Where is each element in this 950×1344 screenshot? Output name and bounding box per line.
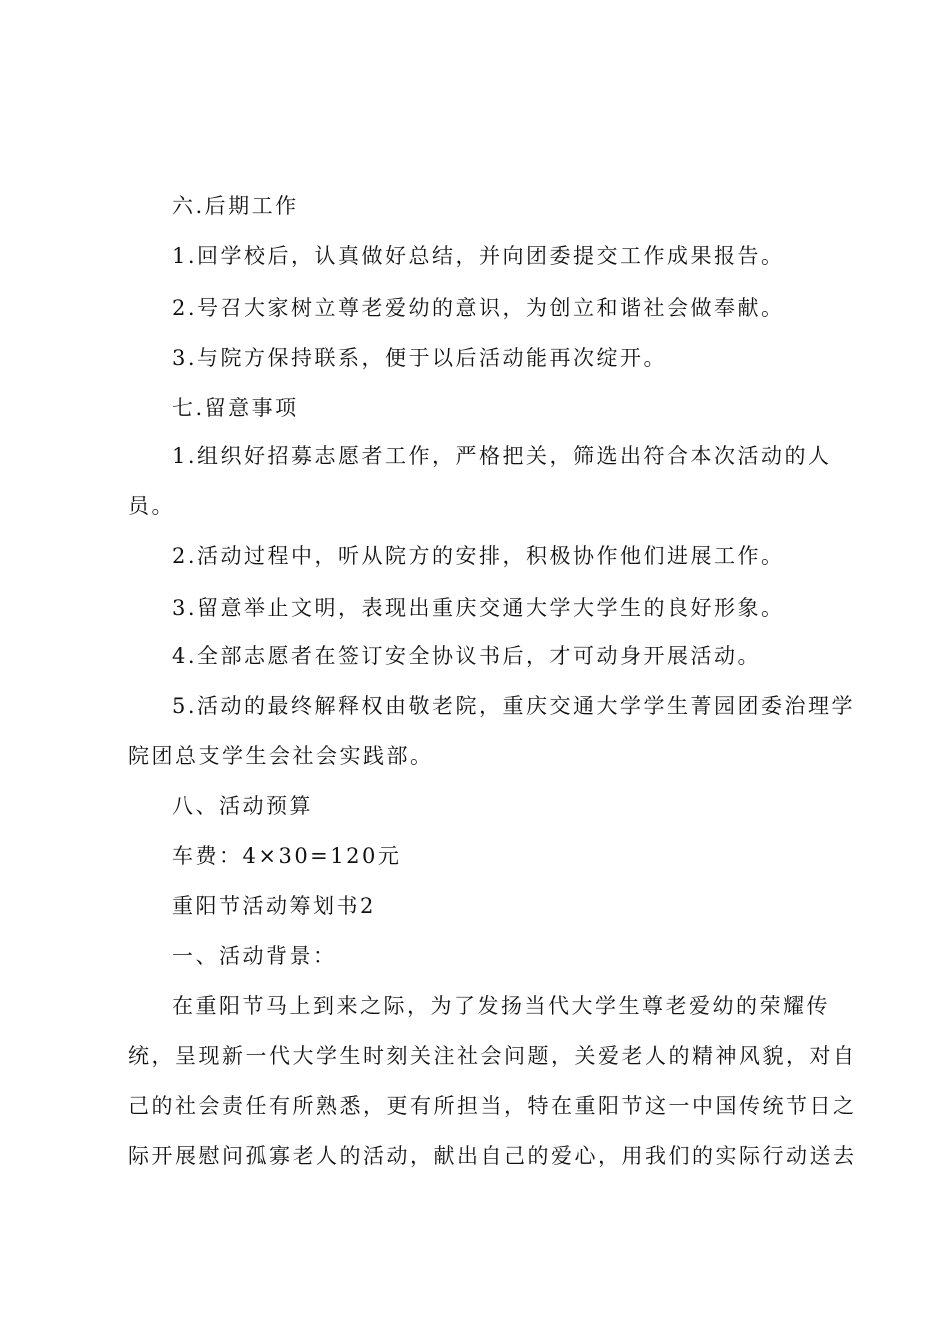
paragraph-line: 2.活动过程中，听从院方的安排，积极协作他们进展工作。 <box>172 544 785 568</box>
paragraph-line: 3.与院方保持联系，便于以后活动能再次绽开。 <box>172 346 668 370</box>
paragraph-line: 际开展慰问孤寡老人的活动，献出自己的爱心，用我们的实际行动送去 <box>128 1144 857 1168</box>
budget-line: 车费：4×30=120元 <box>172 844 402 868</box>
paragraph-line: 统，呈现新一代大学生时刻关注社会问题，关爱老人的精神风貌，对自 <box>128 1044 857 1068</box>
paragraph-line: 4.全部志愿者在签订安全协议书后，才可动身开展活动。 <box>172 644 762 668</box>
paragraph-line: 院团总支学生会社会实践部。 <box>128 744 434 768</box>
section-heading-notes: 七.留意事项 <box>172 396 299 420</box>
paragraph-line: 己的社会责任有所熟悉，更有所担当，特在重阳节这一中国传统节日之 <box>128 1094 857 1118</box>
paragraph-line: 3.留意举止文明，表现出重庆交通大学大学生的良好形象。 <box>172 596 785 620</box>
paragraph-line: 5.活动的最终解释权由敬老院，重庆交通大学学生菁园团委治理学 <box>172 694 856 718</box>
paragraph-line: 2.号召大家树立尊老爱幼的意识，为创立和谐社会做奉献。 <box>172 296 785 320</box>
section-heading-background: 一、活动背景： <box>172 944 337 968</box>
section-heading-followup: 六.后期工作 <box>172 194 299 218</box>
paragraph-line: 1.组织好招募志愿者工作，严格把关，筛选出符合本次活动的人 <box>172 444 832 468</box>
section-heading-budget: 八、活动预算 <box>172 794 313 818</box>
paragraph-line: 员。 <box>128 494 175 518</box>
paragraph-line: 在重阳节马上到来之际，为了发扬当代大学生尊老爱幼的荣耀传 <box>172 994 830 1018</box>
paragraph-line: 1.回学校后，认真做好总结，并向团委提交工作成果报告。 <box>172 244 785 268</box>
document-title-2: 重阳节活动筹划书2 <box>172 894 376 918</box>
